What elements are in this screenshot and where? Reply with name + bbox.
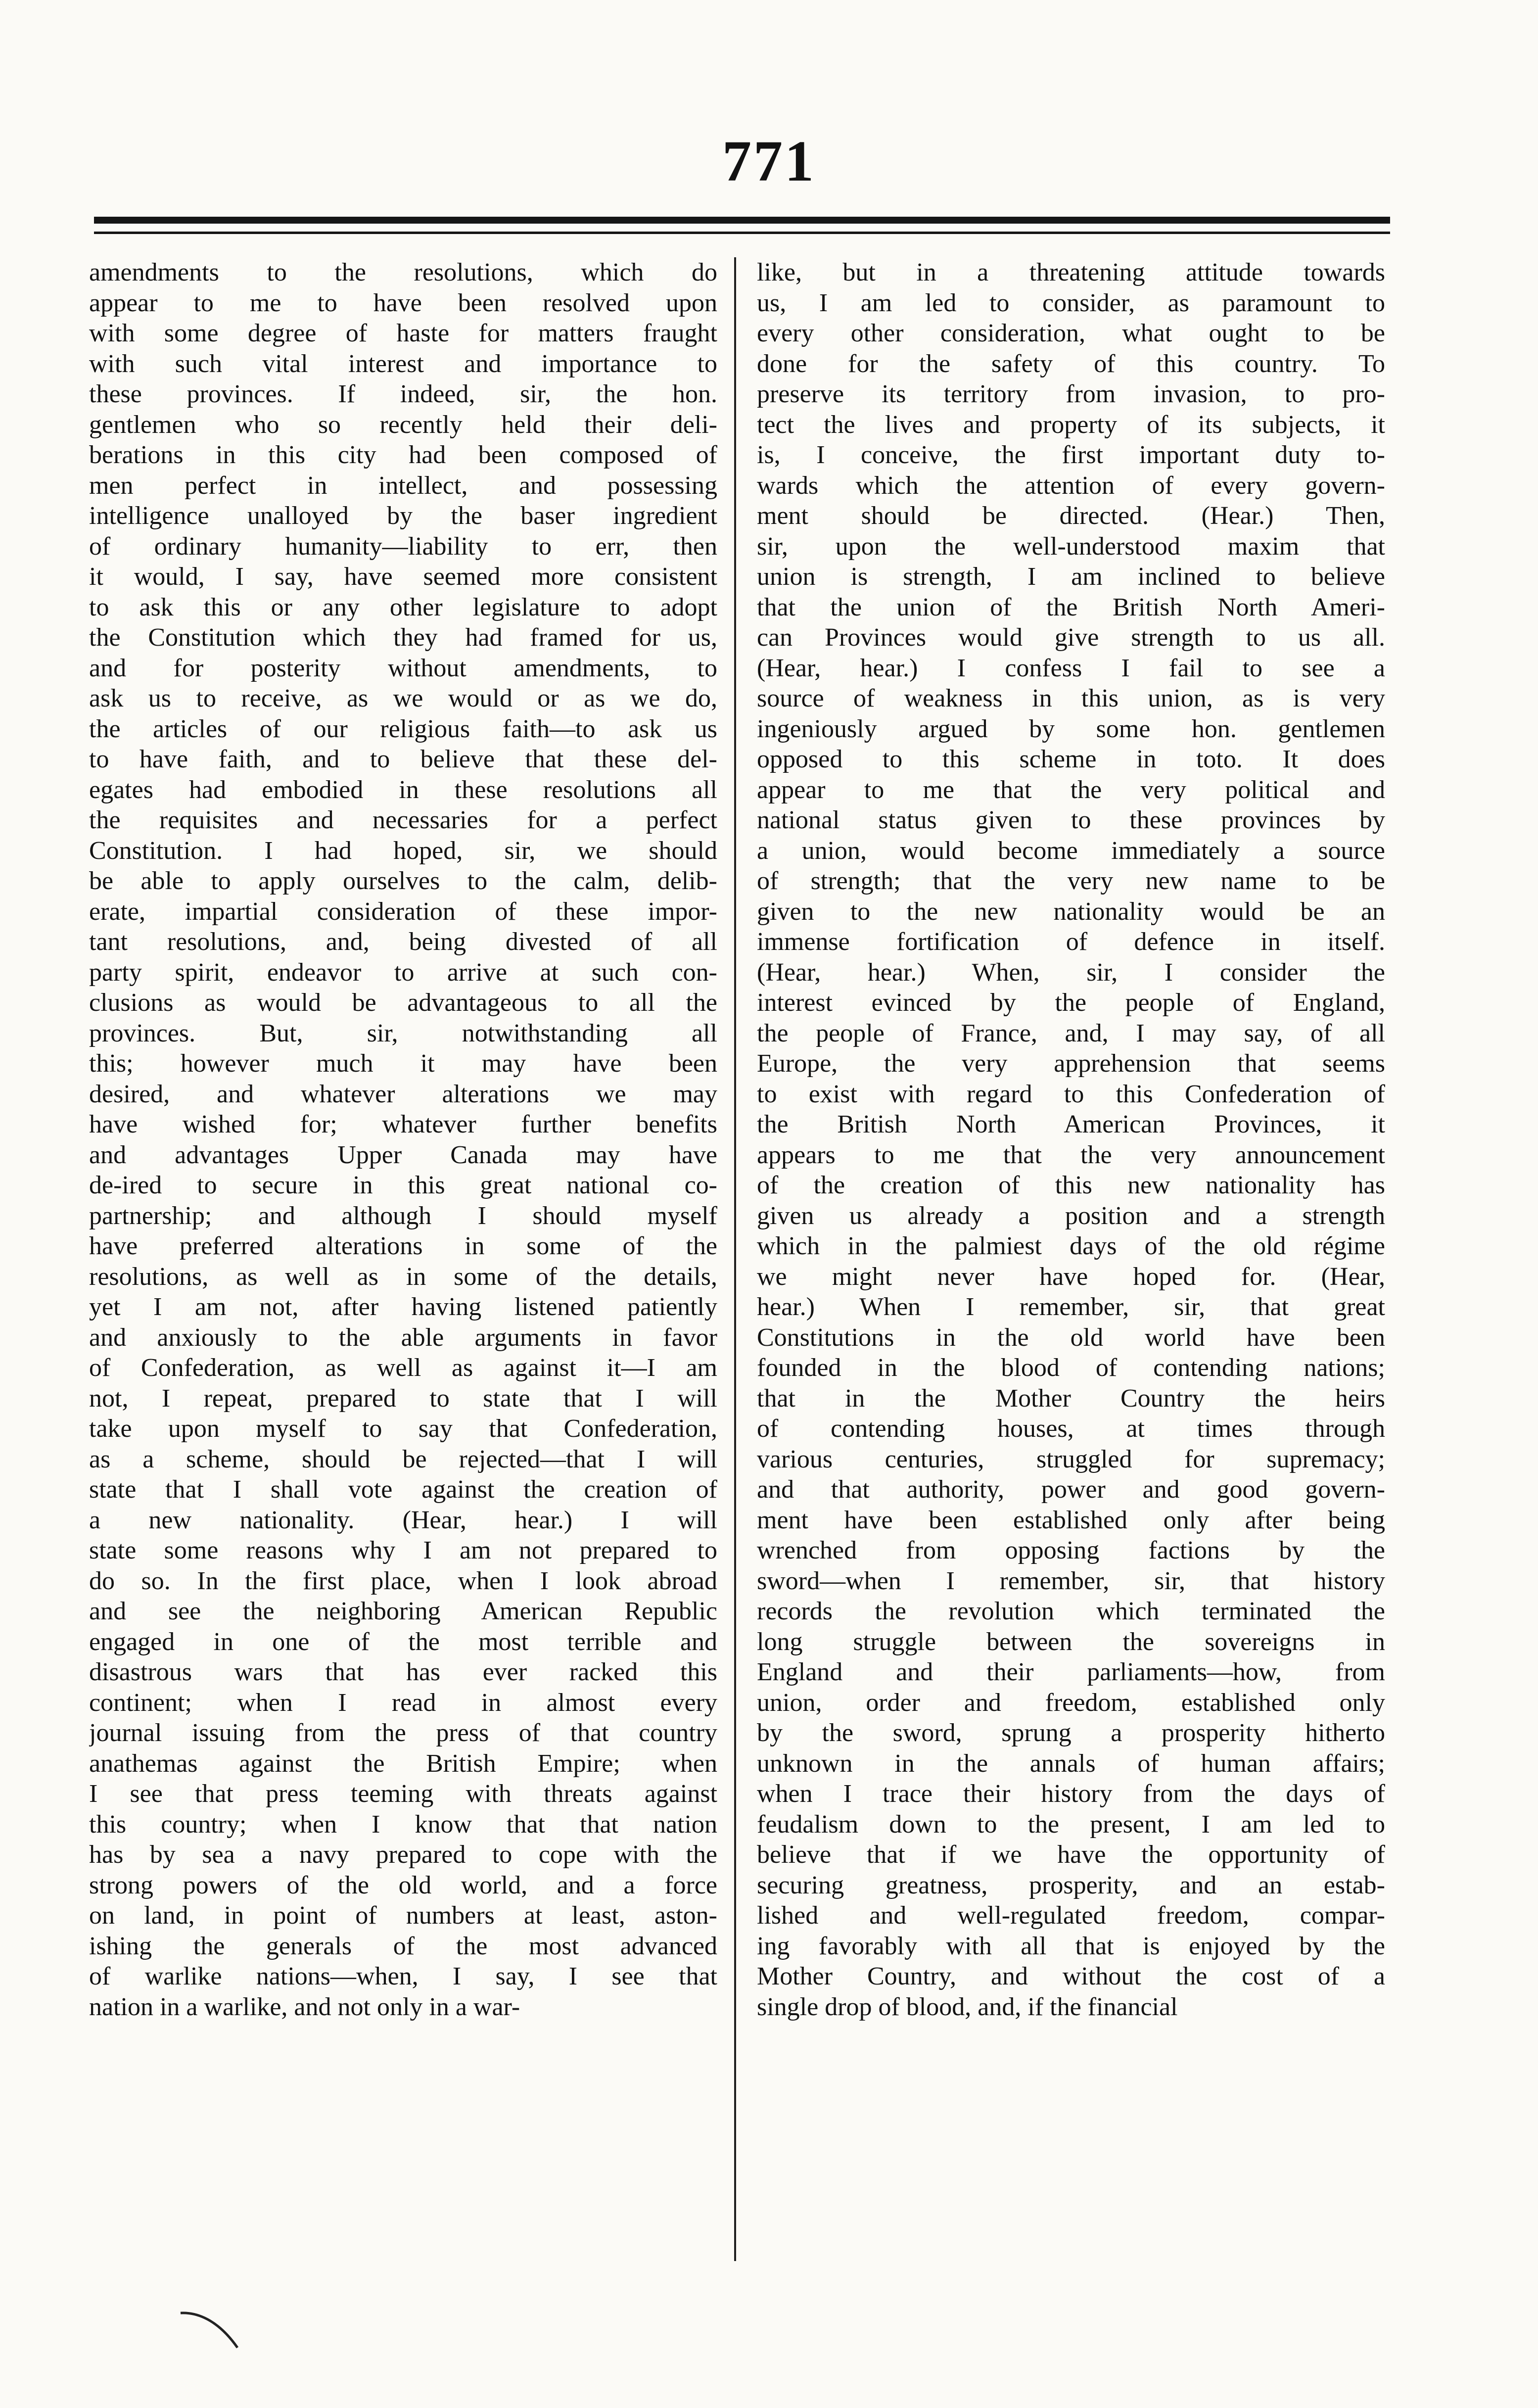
text-line: to exist with regard to this Confederation of — [757, 1080, 1385, 1108]
text-line: state that I shall vote against the creation of — [89, 1475, 717, 1504]
text-line: of the creation of this new nationality has — [757, 1171, 1385, 1199]
text-line: the Constitution which they had framed for us, — [89, 623, 717, 652]
text-line: of warlike nations—when, I say, I see that — [89, 1962, 717, 1990]
text-line: and that authority, power and good govern- — [757, 1475, 1385, 1504]
text-line: given to the new nationality would be an — [757, 897, 1385, 926]
text-line: (Hear, hear.) When, sir, I consider the — [757, 958, 1385, 987]
text-line: these provinces. If indeed, sir, the hon. — [89, 380, 717, 408]
text-line: and see the neighboring American Republic — [89, 1597, 717, 1625]
text-line: which in the palmiest days of the old régime — [757, 1232, 1385, 1260]
text-line: every other consideration, what ought to be — [757, 319, 1385, 347]
text-line: that in the Mother Country the heirs — [757, 1384, 1385, 1413]
text-line: (Hear, hear.) I confess I fail to see a — [757, 654, 1385, 682]
text-line: believe that if we have the opportunity of — [757, 1841, 1385, 1869]
text-line: ing favorably with all that is enjoyed by the — [757, 1932, 1385, 1960]
text-line: desired, and whatever alterations we may — [89, 1080, 717, 1108]
text-line: provinces. But, sir, notwithstanding all — [89, 1019, 717, 1047]
text-line: when I trace their history from the days of — [757, 1780, 1385, 1808]
text-line: not, I repeat, prepared to state that I will — [89, 1384, 717, 1413]
text-line: preserve its territory from invasion, to pro- — [757, 380, 1385, 408]
text-line: done for the safety of this country. To — [757, 349, 1385, 378]
text-line: England and their parliaments—how, from — [757, 1658, 1385, 1686]
text-line: union is strength, I am inclined to believe — [757, 563, 1385, 591]
text-line: resolutions, as well as in some of the details, — [89, 1262, 717, 1291]
text-line: Constitutions in the old world have been — [757, 1323, 1385, 1352]
text-line: ask us to receive, as we would or as we do, — [89, 684, 717, 712]
text-line: intelligence unalloyed by the baser ingredient — [89, 502, 717, 530]
text-line: is, I conceive, the first important duty to- — [757, 441, 1385, 469]
text-line: and anxiously to the able arguments in favor — [89, 1323, 717, 1352]
text-line: records the revolution which terminated the — [757, 1597, 1385, 1625]
text-line: to ask this or any other legislature to adopt — [89, 593, 717, 621]
text-line: egates had embodied in these resolutions all — [89, 775, 717, 804]
text-line: appear to me to have been resolved upon — [89, 288, 717, 317]
text-line: the British North American Provinces, it — [757, 1110, 1385, 1138]
text-line: has by sea a navy prepared to cope with the — [89, 1841, 717, 1869]
text-line: appear to me that the very political and — [757, 775, 1385, 804]
text-line: with such vital interest and importance to — [89, 349, 717, 378]
text-line: the articles of our religious faith—to ask us — [89, 714, 717, 743]
text-line: ment should be directed. (Hear.) Then, — [757, 502, 1385, 530]
text-line: given us already a position and a strength — [757, 1201, 1385, 1230]
text-line: opposed to this scheme in toto. It does — [757, 745, 1385, 773]
text-line: ment have been established only after being — [757, 1506, 1385, 1534]
text-line: berations in this city had been composed of — [89, 441, 717, 469]
text-line: interest evinced by the people of England, — [757, 989, 1385, 1017]
text-line: source of weakness in this union, as is very — [757, 684, 1385, 712]
header-rule-thick — [94, 217, 1390, 224]
text-line: a union, would become immediately a source — [757, 836, 1385, 865]
text-line: Mother Country, and without the cost of a — [757, 1962, 1385, 1990]
text-line: disastrous wars that has ever racked this — [89, 1658, 717, 1686]
text-line: state some reasons why I am not prepared to — [89, 1536, 717, 1564]
stray-pen-mark — [178, 2308, 247, 2353]
text-line: wrenched from opposing factions by the — [757, 1536, 1385, 1564]
column-divider — [734, 257, 736, 2261]
text-line: of ordinary humanity—liability to err, then — [89, 532, 717, 561]
text-line: and advantages Upper Canada may have — [89, 1140, 717, 1169]
text-line: sir, upon the well-understood maxim that — [757, 532, 1385, 561]
left-text-column — [89, 257, 717, 2022]
text-line: have wished for; whatever further benefits — [89, 1110, 717, 1138]
text-line: party spirit, endeavor to arrive at such con- — [89, 958, 717, 987]
text-line: I see that press teeming with threats against — [89, 1780, 717, 1808]
text-line: by the sword, sprung a prosperity hitherto — [757, 1719, 1385, 1747]
text-line: that the union of the British North Ameri- — [757, 593, 1385, 621]
text-line: hear.) When I remember, sir, that great — [757, 1293, 1385, 1321]
text-line: appears to me that the very announcement — [757, 1140, 1385, 1169]
text-line: various centuries, struggled for supremacy; — [757, 1445, 1385, 1473]
text-line: the people of France, and, I may say, of all — [757, 1019, 1385, 1047]
text-line: clusions as would be advantageous to all the — [89, 989, 717, 1017]
text-line: be able to apply ourselves to the calm, delib- — [89, 867, 717, 895]
text-line: this; however much it may have been — [89, 1049, 717, 1078]
text-line: founded in the blood of contending nations; — [757, 1354, 1385, 1382]
text-line: partnership; and although I should myself — [89, 1201, 717, 1230]
text-line: securing greatness, prosperity, and an estab- — [757, 1871, 1385, 1899]
text-line: us, I am led to consider, as paramount to — [757, 288, 1385, 317]
text-line: tant resolutions, and, being divested of all — [89, 928, 717, 956]
text-line: can Provinces would give strength to us all. — [757, 623, 1385, 652]
page-number: 771 — [722, 129, 816, 193]
text-line: amendments to the resolutions, which do — [89, 258, 717, 286]
text-line: engaged in one of the most terrible and — [89, 1627, 717, 1656]
text-line: with some degree of haste for matters fraught — [89, 319, 717, 347]
text-line: yet I am not, after having listened patiently — [89, 1293, 717, 1321]
text-line: ishing the generals of the most advanced — [89, 1932, 717, 1960]
text-line: union, order and freedom, established only — [757, 1688, 1385, 1717]
text-line: anathemas against the British Empire; when — [89, 1749, 717, 1778]
text-line: national status given to these provinces by — [757, 806, 1385, 834]
header-rule-thin — [94, 232, 1390, 234]
text-line: wards which the attention of every govern- — [757, 471, 1385, 500]
text-line: immense fortification of defence in itself. — [757, 928, 1385, 956]
text-line: feudalism down to the present, I am led to — [757, 1810, 1385, 1839]
text-line: of strength; that the very new name to be — [757, 867, 1385, 895]
text-line: like, but in a threatening attitude towards — [757, 258, 1385, 286]
text-line: long struggle between the sovereigns in — [757, 1627, 1385, 1656]
text-line: continent; when I read in almost every — [89, 1688, 717, 1717]
text-line: sword—when I remember, sir, that history — [757, 1566, 1385, 1595]
text-line: have preferred alterations in some of the — [89, 1232, 717, 1260]
text-line: we might never have hoped for. (Hear, — [757, 1262, 1385, 1291]
text-line: to have faith, and to believe that these del- — [89, 745, 717, 773]
text-line: ingeniously argued by some hon. gentlemen — [757, 714, 1385, 743]
text-line: take upon myself to say that Confederation, — [89, 1415, 717, 1443]
text-line: this country; when I know that that nation — [89, 1810, 717, 1839]
text-line: as a scheme, should be rejected—that I will — [89, 1445, 717, 1473]
text-line: the requisites and necessaries for a perfect — [89, 806, 717, 834]
text-line: unknown in the annals of human affairs; — [757, 1749, 1385, 1778]
text-line: of Confederation, as well as against it—I am — [89, 1354, 717, 1382]
text-line: on land, in point of numbers at least, aston- — [89, 1901, 717, 1930]
text-line: tect the lives and property of its subjects, it — [757, 410, 1385, 439]
text-line: Constitution. I had hoped, sir, we should — [89, 836, 717, 865]
text-line: journal issuing from the press of that country — [89, 1719, 717, 1747]
text-line: a new nationality. (Hear, hear.) I will — [89, 1506, 717, 1534]
text-line: men perfect in intellect, and possessing — [89, 471, 717, 500]
text-line: do so. In the first place, when I look abroad — [89, 1566, 717, 1595]
text-line: Europe, the very apprehension that seems — [757, 1049, 1385, 1078]
right-text-column — [757, 257, 1385, 2022]
text-line: gentlemen who so recently held their deli- — [89, 410, 717, 439]
text-line: and for posterity without amendments, to — [89, 654, 717, 682]
text-line: lished and well-regulated freedom, compar- — [757, 1901, 1385, 1930]
text-line: erate, impartial consideration of these impor- — [89, 897, 717, 926]
text-line: nation in a warlike, and not only in a war- — [89, 1992, 520, 2021]
text-line: it would, I say, have seemed more consistent — [89, 563, 717, 591]
text-line: of contending houses, at times through — [757, 1415, 1385, 1443]
text-line: de-ired to secure in this great national co- — [89, 1171, 717, 1199]
text-line: single drop of blood, and, if the financial — [757, 1992, 1178, 2021]
text-line: strong powers of the old world, and a force — [89, 1871, 717, 1899]
